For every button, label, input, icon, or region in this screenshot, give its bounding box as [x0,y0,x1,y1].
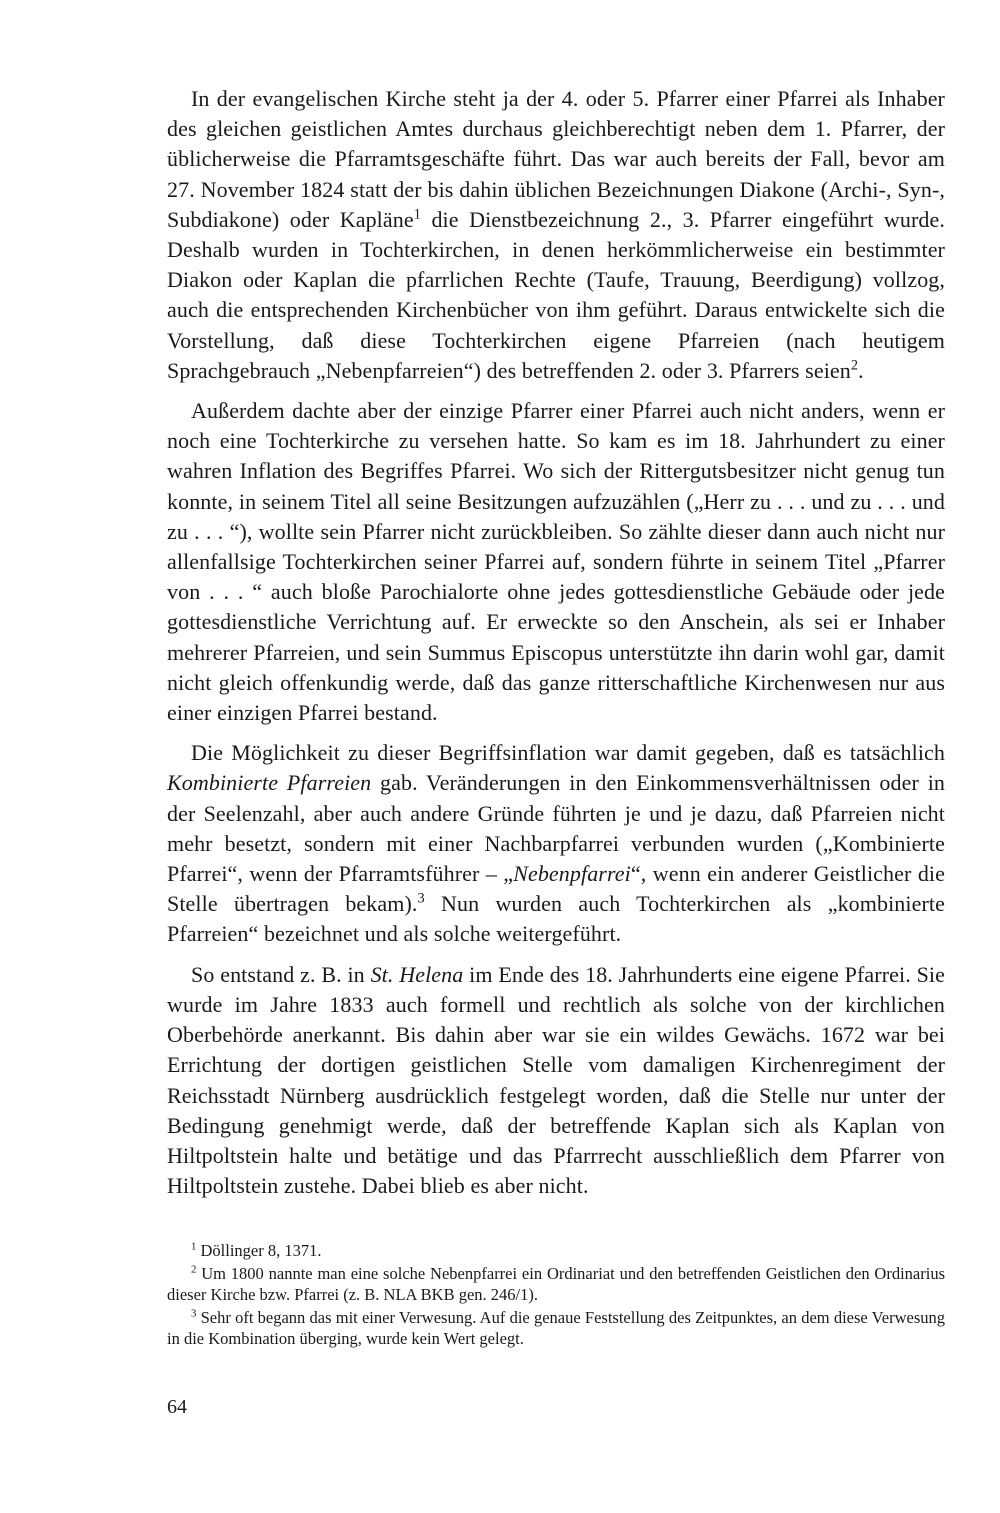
text-run: . [858,357,864,383]
footnote-text: Um 1800 nannte man eine solche Nebenpfarrei ein Ordinariat und den betreffenden Geistlichen den Ordinarius dieser Kirche bzw. Pfarrei (z. B. NLA BKB gen. 246/1). [167,1264,945,1304]
text-run: Nun wurden auch Tochterkirchen als „kombinierte Pfarreien“ bezeichnet und als solche weitergeführt. [167,891,945,947]
footnote-text: Döllinger 8, 1371. [196,1241,322,1260]
page-number: 64 [167,1396,187,1418]
footnote-mark: 3 [191,1307,197,1320]
text-run: “, wenn ein anderer Geistlicher die Stelle übertragen bekam). [167,861,946,917]
footnotes [167,1240,945,1351]
paragraph-4 [167,960,945,1202]
text-run: die Dienstbezeichnung 2., 3. Pfarrer eingeführt wurde. Deshalb wurden in Tochterkirchen, in denen herkömmlicherweise ein bestimmter Diakon oder Kaplan die pfarrlichen Rechte (Taufe, Trauung, Beerdigung) vollzog, auch die entsprechenden Kirchenbücher von ihm geführt. Daraus entwickelte sich die Vorstellung, daß diese Tochterkirchen eigene Pfarreien (nach heutigem Sprachgebrauch „Nebenpfarreien“) des betreffenden 2. oder 3. Pfarrers seien [167,206,945,383]
footnote-mark: 1 [191,1240,197,1253]
text-run: So entstand z. B. in [191,961,371,987]
text-run: In der evangelischen Kirche steht ja der 4. oder 5. Pfarrer einer Pfarrei als Inhaber des gleichen geistlichen Amtes durchaus gleichberechtigt neben dem 1. Pfarrer, der üblicherweise die Pfarramtsgeschäfte führt. Das war auch bereits der Fall, bevor am 27. November 1824 statt der bis dahin üblichen Bezeichnungen Diakone (Archi-, Syn-, Subdiakone) oder Kapläne [167,86,945,232]
footnote-text: Sehr oft begann das mit einer Verwesung. Auf die genaue Feststellung des Zeitpunktes, an dem diese Verwesung in die Kombination überging, wurde kein Wert gelegt. [167,1308,945,1348]
paragraph-3 [167,738,945,949]
footnote-3 [167,1307,945,1349]
italic-term: Kombinierte Pfarreien [167,770,372,796]
footnote-ref: 3 [417,890,425,907]
italic-term: Nebenpfarrei [513,861,631,887]
italic-place-name: St. Helena [370,961,464,987]
text-run: gab. Veränderungen in den Einkommensverhältnissen oder in der Seelenzahl, aber auch andere Gründe führten je und je dazu, daß Pfarreien nicht mehr besetzt, sondern mit einer Nachbarpfarrei verbunden wurden („Kombinierte Pfarrei“, wenn der Pfarramtsführer – „ [167,770,946,887]
main-text [167,84,945,1211]
footnote-1 [167,1240,945,1261]
footnote-ref: 2 [850,357,859,374]
footnote-2 [167,1263,945,1305]
paragraph-1 [167,84,945,386]
paragraph-2 [167,396,945,728]
footnote-ref: 1 [413,206,421,223]
text-run: im Ende des 18. Jahrhunderts eine eigene Pfarrei. Sie wurde im Jahre 1833 auch formell und rechtlich als solche von der kirchlichen Oberbehörde anerkannt. Bis dahin aber war sie ein wildes Gewächs. 1672 war bei Errichtung der dortigen geistlichen Stelle vom damaligen Kirchenregiment der Reichsstadt Nürnberg ausdrücklich festgelegt worden, daß die Stelle nur unter der Bedingung genehmigt werde, daß der betreffende Kaplan sich als Kaplan von Hiltpoltstein halte und betätige und das Pfarrrecht ausschließlich dem Pfarrer von Hiltpoltstein zustehe. Dabei blieb es aber nicht. [167,961,945,1199]
footnote-mark: 2 [191,1263,197,1276]
text-run: Die Möglichkeit zu dieser Begriffsinflation war damit gegeben, daß es tatsächlich [191,740,945,766]
text-run: Außerdem dachte aber der einzige Pfarrer einer Pfarrei auch nicht anders, wenn er noch eine Tochterkirche zu versehen hatte. So kam es im 18. Jahrhundert zu einer wahren Inflation des Begriffes Pfarrei. Wo sich der Rittergutsbesitzer nicht genug tun konnte, in seinem Titel all seine Besitzungen aufzuzählen („Herr zu . . . und zu . . . und zu . . . “), wollte sein Pfarrer nicht zurückbleiben. So zählte dieser dann auch nicht nur allenfallsige Tochterkirchen seiner Pfarrei auf, sondern führte in seinem Titel „Pfarrer von . . . “ auch bloße Parochialorte ohne jedes gottesdienstliche Gebäude oder jede gottesdienstliche Verrichtung auf. Er erweckte so den Anschein, als sei er Inhaber mehrerer Pfarreien, und sein Summus Episcopus unterstützte ihn darin wohl gar, damit nicht gleich offenkundig werde, daß das ganze ritterschaftliche Kirchenwesen nur aus einer einzigen Pfarrei bestand. [167,398,945,726]
